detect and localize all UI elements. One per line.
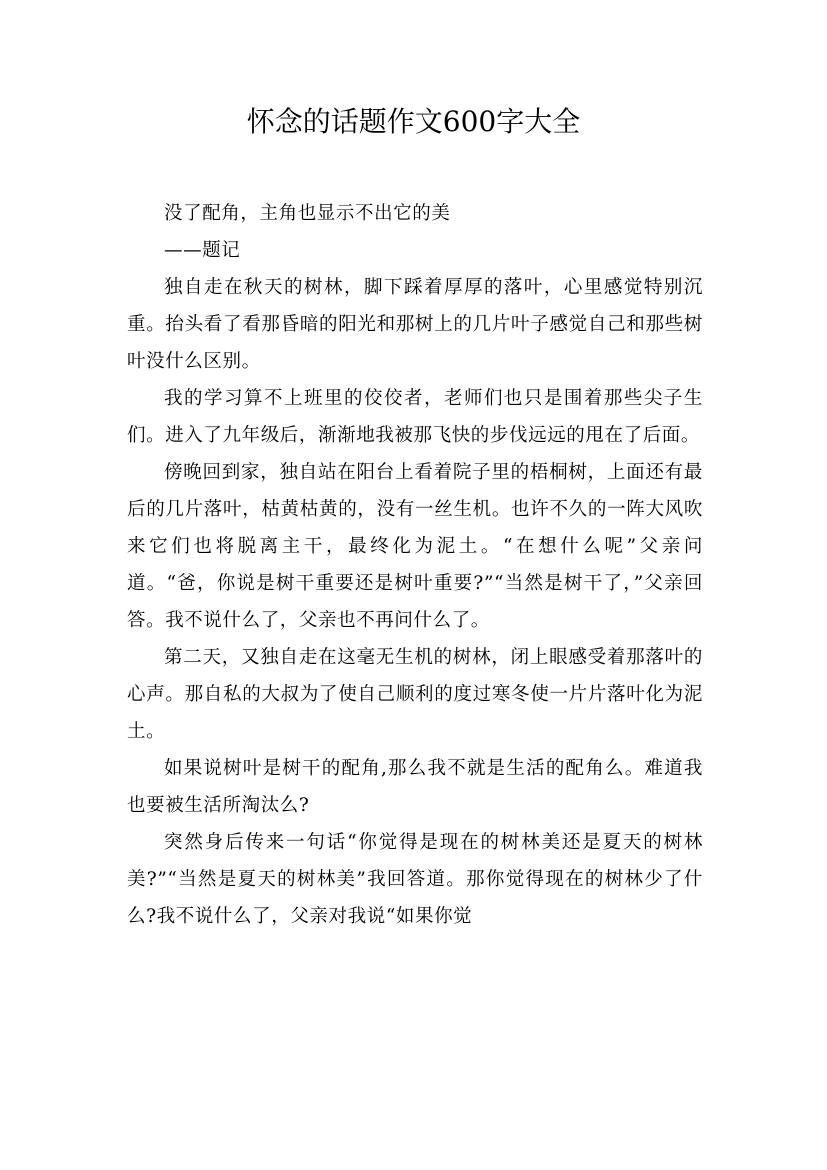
epigraph-line: 没了配角，主角也显示不出它的美 [164, 203, 451, 224]
body-paragraph: 第二天，又独自走在这毫无生机的树林，闭上眼感受着那落叶的心声。那自私的大叔为了使自己顺利的度过寒冬使一片片落叶化为泥土。 [127, 647, 703, 742]
body-paragraph: 如果说树叶是树干的配角,那么我不就是生活的配角么。难道我也要被生活所淘汰么? [127, 758, 703, 816]
body-paragraph: 突然身后传来一句话“你觉得是现在的树林美还是夏天的树林美?”“当然是夏天的树林美”我回答道。那你觉得现在的树林少了什么?我不说什么了，父亲对我说“如果你觉 [127, 832, 703, 927]
body-paragraph: 独自走在秋天的树林，脚下踩着厚厚的落叶，心里感觉特别沉重。抬头看了看那昏暗的阳光和那树上的几片叶子感觉自己和那些树叶没什么区别。 [127, 277, 703, 372]
document-body [127, 195, 703, 935]
body-paragraph: 傍晚回到家，独自站在阳台上看着院子里的梧桐树，上面还有最后的几片落叶，枯黄枯黄的，没有一丝生机。也许不久的一阵大风吹来它们也将脱离主干，最终化为泥土。“在想什么呢”父亲问道。“爸，你说是树干重要还是树叶重要?”“当然是树干了，”父亲回答。我不说什么了，父亲也不再问什么了。 [127, 462, 703, 631]
epigraph-attribution: ——题记 [164, 240, 241, 261]
body-paragraph: 我的学习算不上班里的佼佼者，老师们也只是围着那些尖子生们。进入了九年级后，渐渐地我被那飞快的步伐远远的甩在了后面。 [127, 388, 703, 446]
document-title: 怀念的话题作文600字大全 [246, 105, 581, 138]
